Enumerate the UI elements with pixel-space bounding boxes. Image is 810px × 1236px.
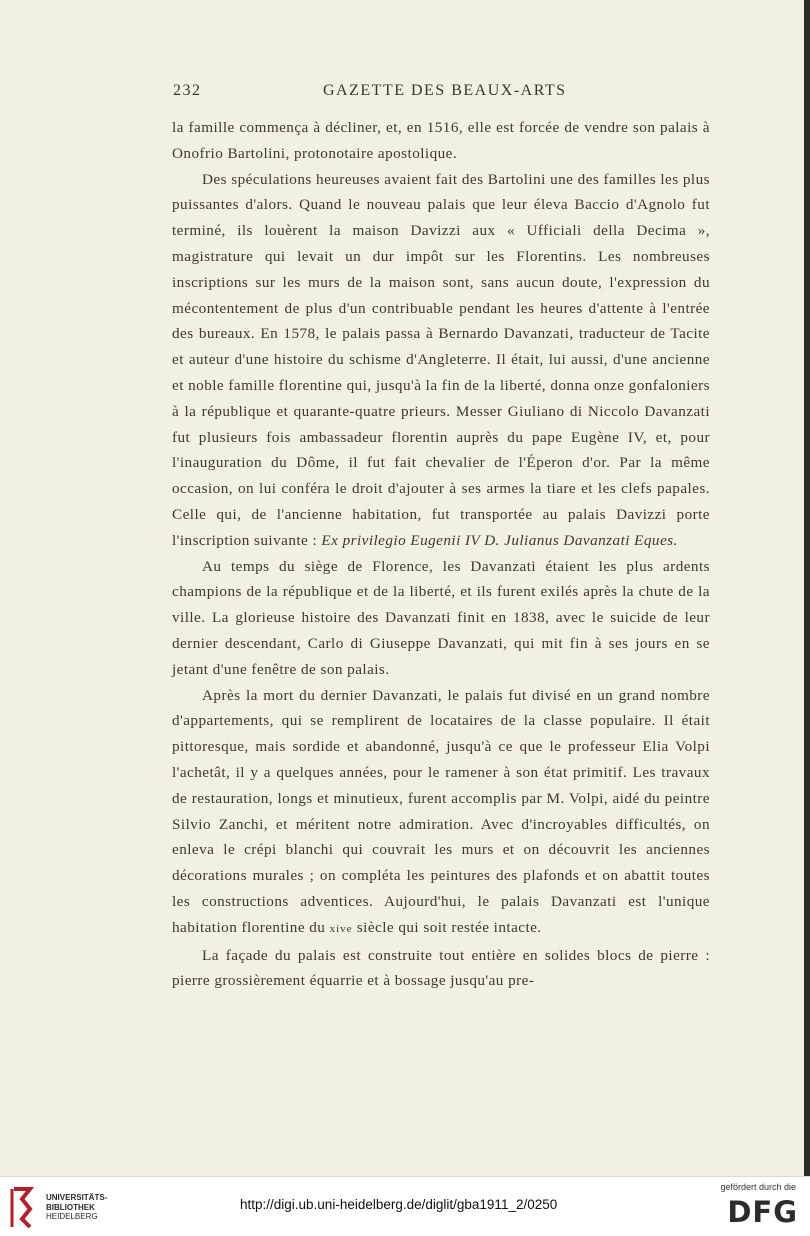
page-edge — [804, 0, 810, 1176]
running-header — [173, 82, 709, 106]
century-numeral: xive — [329, 922, 353, 935]
paragraph — [172, 167, 710, 554]
inscription: Ex privilegio Eugenii IV D. Julianus Davanzati Eques. — [321, 531, 678, 549]
viewer-footer — [0, 1176, 810, 1236]
article-body — [172, 115, 710, 994]
paragraph-tail: siècle qui soit restée intacte. — [352, 918, 542, 936]
journal-title: GAZETTE DES BEAUX-ARTS — [323, 82, 567, 99]
paragraph-text: Après la mort du dernier Davanzati, le palais fut divisé en un grand nombre d'appartements, qui se remplirent de locataires de la classe populaire. Il était pittoresque, mais sordide et abandonné, jusqu'à ce que le professeur Elia Volpi l'achetât, il y a quelques années, pour le ramener à son état primitif. Les travaux de restauration, longs et minutieux, furent accomplis par M. Volpi, aidé du peintre Silvio Zanchi, et méritent notre admiration. Avec d'incroyables difficultés, on enleva le crépi blanchi qui couvrait les murs et on découvrit les anciennes décorations murales ; on compléta les peintures des plafonds et on abattit toutes les constructions adventices. Aujourd'hui, le palais Davanzati est l'unique habitation florentine du — [172, 686, 710, 936]
dfg-logo: DFG — [727, 1195, 798, 1229]
funding-caption: gefördert durch die — [720, 1182, 796, 1192]
paragraph: Au temps du siège de Florence, les Davanzati étaient les plus ardents champions de la république et de la liberté, et ils furent exilés après la chute de la ville. La glorieuse histoire des Davanzati finit en 1838, avec le suicide de leur dernier descendant, Carlo di Giuseppe Davanzati, qui mit fin à ses jours en se jetant d'une fenêtre de son palais. — [172, 557, 710, 678]
paragraph: la famille commença à décliner, et, en 1516, elle est forcée de vendre son palais à Onofrio Bartolini, protonotaire apostolique. — [172, 119, 710, 162]
library-name: UNIVERSITÄTS- BIBLIOTHEK HEIDELBERG — [46, 1193, 108, 1221]
paragraph: La façade du palais est construite tout entière en solides blocs de pierre : pierre grossièrement équarrie et à bossage jusqu'au pre- — [172, 946, 710, 990]
paragraph — [172, 683, 710, 943]
paragraph-text: Des spéculations heureuses avaient fait des Bartolini une des familles les plus puissantes d'alors. Quand le nouveau palais que leur éleva Baccio d'Agnolo fut terminé, ils louèrent la maison Davizzi aux « Ufficiali della Decima », magistrature qui levait un dur impôt sur les Florentins. Les nombreuses inscriptions sur les murs de la maison sont, sans aucun doute, l'expression du mécontentement de plus d'un contribuable pendant les heures d'attente à l'entrée des bureaux. En 1578, le palais passa à Bernardo Davanzati, traducteur de Tacite et auteur d'une histoire du schisme d'Angleterre. Il était, lui aussi, d'une ancienne et noble famille florentine qui, jusqu'à la fin de la liberté, donna onze gonfaloniers à la république et quarante-quatre prieurs. Messer Giuliano di Niccolo Davanzati fut plusieurs fois ambassadeur florentin auprès du pape Eugène IV, et, pour l'inauguration du Dôme, il fut fait chevalier de l'Éperon d'or. Par la même occasion, on lui conféra le droit d'ajouter à ses armes la tiare et les clefs papales. Celle qui, de l'ancienne habitation, fut transportée au palais Davizzi porte l'inscription suivante : — [172, 170, 710, 549]
permalink[interactable]: http://digi.ub.uni-heidelberg.de/diglit/gba1911_2/0250 — [240, 1197, 558, 1212]
page-number: 232 — [173, 82, 202, 99]
university-library-logo-icon — [8, 1185, 42, 1229]
